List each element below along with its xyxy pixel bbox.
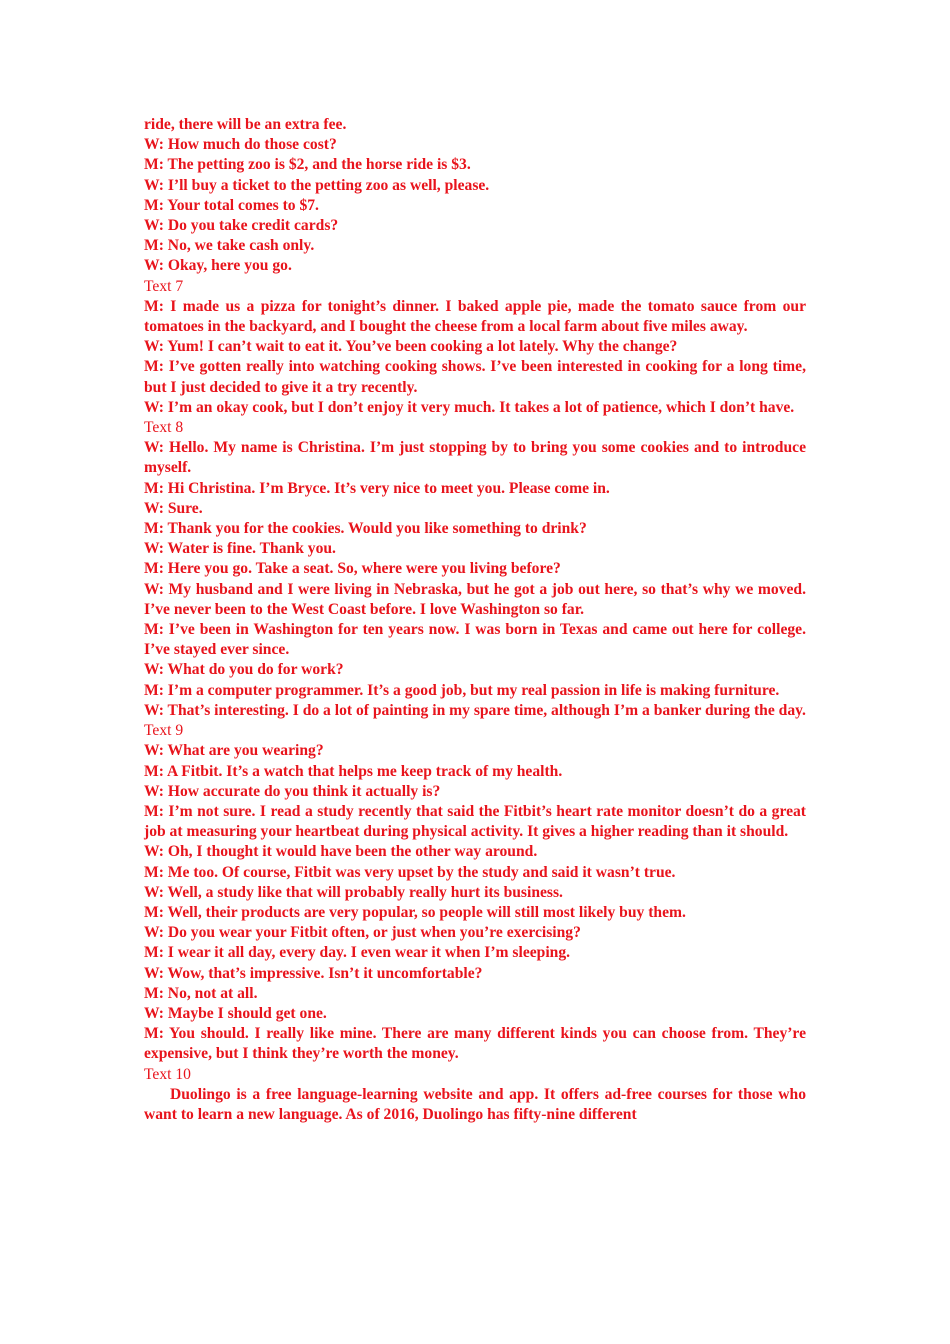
- dialogue-line: M: I made us a pizza for tonight’s dinner. I baked apple pie, made the tomato sauce from our tomatoes in the backyard, and I bought the cheese from a local farm about five miles away.: [144, 297, 806, 336]
- dialogue-line: W: Well, a study like that will probably really hurt its business.: [144, 883, 563, 901]
- dialogue-line: W: Okay, here you go.: [144, 257, 292, 275]
- dialogue-line: M: Well, their products are very popular, so people will still most likely buy them.: [144, 903, 686, 921]
- dialogue-line: W: Sure.: [144, 499, 203, 517]
- dialogue-line: M: Here you go. Take a seat. So, where were you living before?: [144, 560, 561, 578]
- dialogue-line: M: The petting zoo is $2, and the horse ride is $3.: [144, 156, 471, 174]
- dialogue-line: M: You should. I really like mine. There are many different kinds you can choose from. They’re expensive, but I think they’re worth the money.: [144, 1025, 806, 1063]
- dialogue-line: W: I’ll buy a ticket to the petting zoo as well, please.: [144, 176, 490, 194]
- dialogue-line: W: How accurate do you think it actually is?: [144, 782, 441, 800]
- dialogue-line: M: I’m a computer programmer. It’s a good job, but my real passion in life is making furniture.: [144, 681, 780, 699]
- dialogue-line: W: Do you take credit cards?: [144, 217, 339, 235]
- dialogue-line: W: Wow, that’s impressive. Isn’t it uncomfortable?: [144, 964, 483, 982]
- section-heading-text-7: Text 7: [144, 277, 184, 295]
- dialogue-line: W: What are you wearing?: [144, 742, 324, 760]
- section-heading-text-8: Text 8: [144, 419, 184, 437]
- dialogue-line: W: Oh, I thought it would have been the other way around.: [144, 843, 538, 861]
- dialogue-line: M: No, we take cash only.: [144, 237, 315, 255]
- dialogue-line: W: Hello. My name is Christina. I’m just stopping by to bring you some cookies and to introduce myself.: [144, 439, 806, 477]
- dialogue-line: M: I wear it all day, every day. I even wear it when I’m sleeping.: [144, 944, 571, 962]
- dialogue-line: W: Yum! I can’t wait to eat it. You’ve been cooking a lot lately. Why the change?: [144, 338, 678, 356]
- dialogue-line: M: A Fitbit. It’s a watch that helps me keep track of my health.: [144, 762, 563, 780]
- passage-paragraph: Duolingo is a free language-learning website and app. It offers ad-free courses for those who want to learn a new language. As of 2016, Duolingo has fifty-nine different: [144, 1085, 806, 1123]
- dialogue-line: W: That’s interesting. I do a lot of painting in my spare time, although I’m a banker during the day.: [144, 701, 806, 719]
- dialogue-line: M: No, not at all.: [144, 984, 258, 1002]
- dialogue-line: M: Hi Christina. I’m Bryce. It’s very nice to meet you. Please come in.: [144, 479, 610, 497]
- dialogue-line: W: Maybe I should get one.: [144, 1004, 327, 1022]
- document-page: [144, 115, 806, 1125]
- dialogue-line: W: Do you wear your Fitbit often, or just when you’re exercising?: [144, 924, 581, 942]
- dialogue-line: W: My husband and I were living in Nebraska, but he got a job out here, so that’s why we moved. I’ve never been to the West Coast before. I love Washington so far.: [144, 580, 806, 618]
- dialogue-line: ride, there will be an extra fee.: [144, 116, 347, 133]
- dialogue-line: M: I’ve been in Washington for ten years now. I was born in Texas and came out here for college. I’ve stayed ever since.: [144, 621, 806, 659]
- dialogue-line: M: I’ve gotten really into watching cooking shows. I’ve been interested in cooking for a long time, but I just decided to give it a try recently.: [144, 358, 806, 396]
- dialogue-line: W: What do you do for work?: [144, 661, 344, 679]
- dialogue-line: W: How much do those cost?: [144, 136, 337, 154]
- section-heading-text-10: Text 10: [144, 1065, 191, 1083]
- dialogue-line: M: Me too. Of course, Fitbit was very upset by the study and said it wasn’t true.: [144, 863, 676, 881]
- dialogue-line: M: Your total comes to $7.: [144, 196, 319, 214]
- dialogue-line: W: I’m an okay cook, but I don’t enjoy it very much. It takes a lot of patience, which I don’t have.: [144, 398, 795, 416]
- dialogue-line: M: I’m not sure. I read a study recently that said the Fitbit’s heart rate monitor doesn’t do a great job at measuring your heartbeat during physical activity. It gives a higher reading than it should.: [144, 802, 806, 841]
- dialogue-line: W: Water is fine. Thank you.: [144, 540, 336, 558]
- section-heading-text-9: Text 9: [144, 722, 184, 740]
- dialogue-line: M: Thank you for the cookies. Would you like something to drink?: [144, 520, 587, 538]
